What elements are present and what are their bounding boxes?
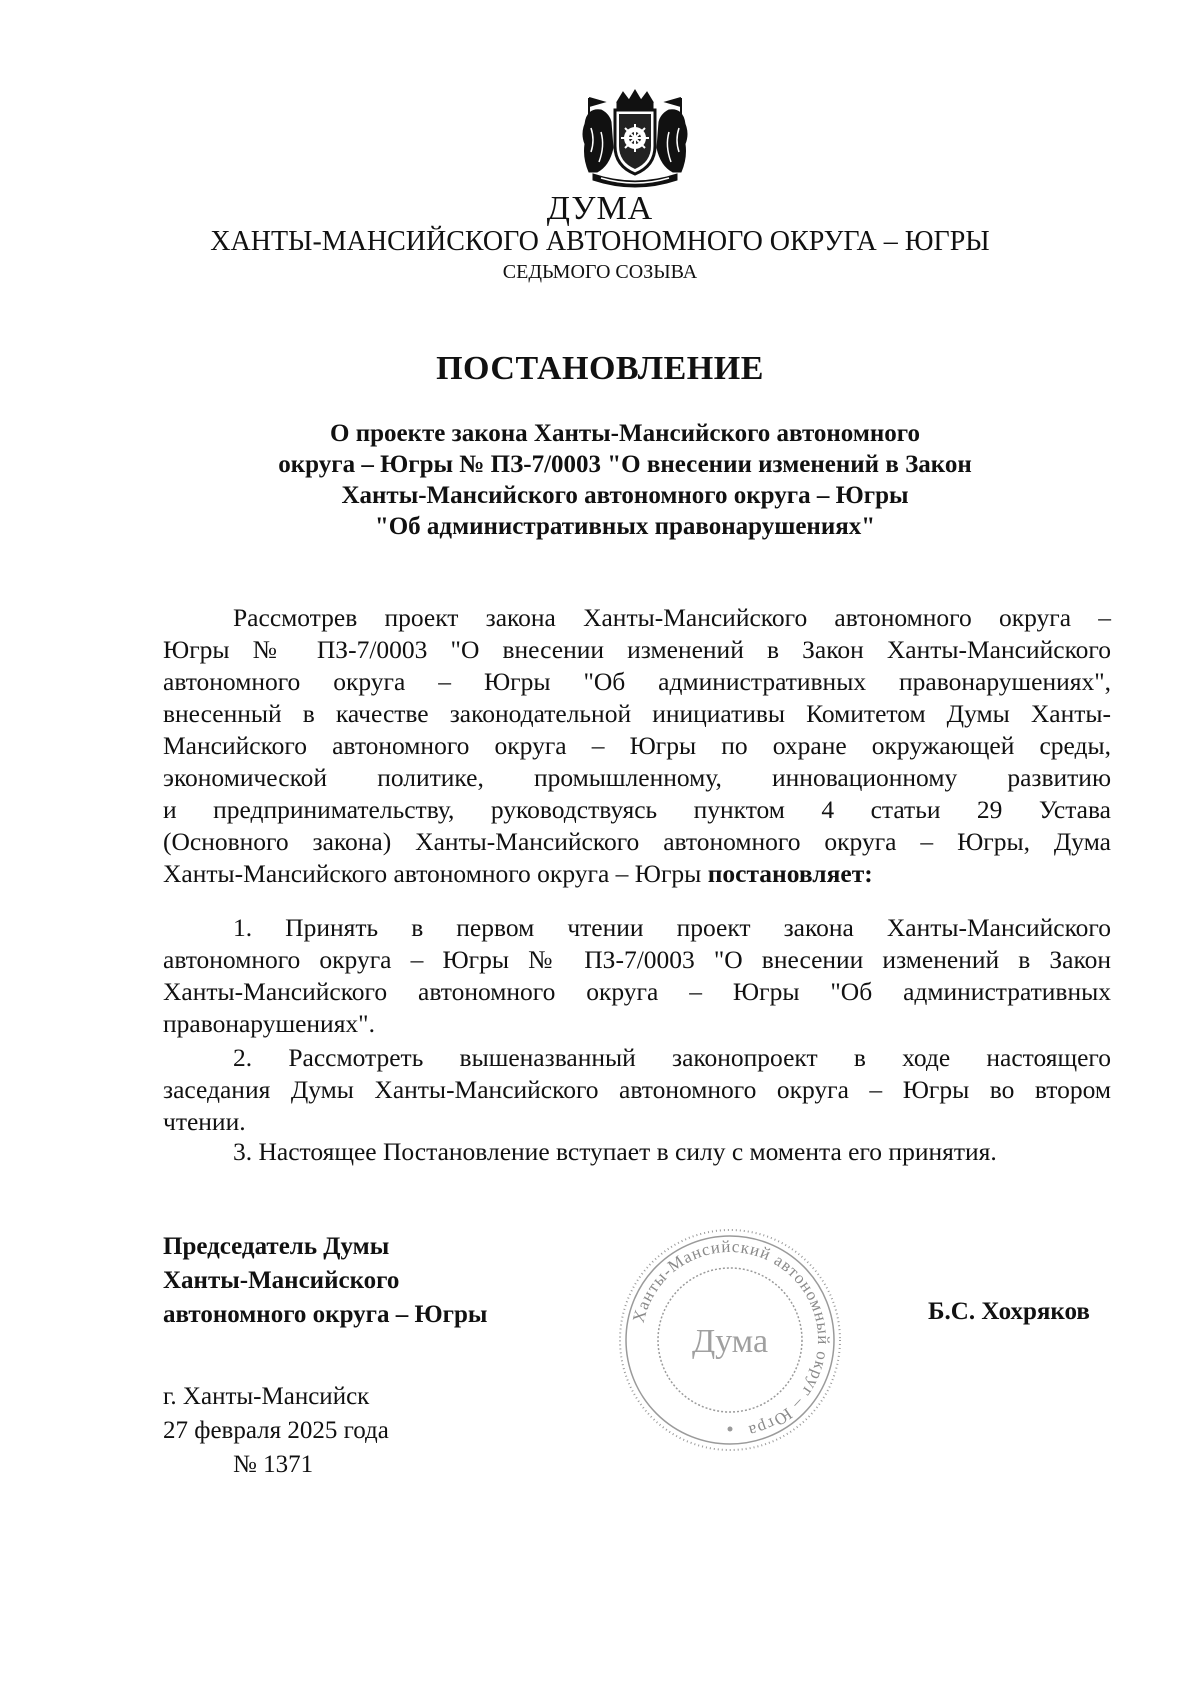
position-line: Председатель Думы: [163, 1233, 390, 1260]
position-line: автономного округа – Югры: [163, 1301, 488, 1328]
item-line: автономного округа – Югры № ПЗ-7/0003 "О внесении изменений в Закон: [163, 945, 1111, 974]
subject-line: Ханты-Мансийского автономного округа – Югры: [341, 482, 909, 509]
document-subject: [230, 418, 1020, 542]
item-line: 2. Рассмотреть вышеназванный законопроект в ходе настоящего: [233, 1043, 1111, 1072]
seal-center-text: Дума: [691, 1323, 769, 1360]
preamble-line: внесенный в качестве законодательной инициативы Комитетом Думы Ханты-: [163, 699, 1111, 728]
item-2: [163, 1042, 1111, 1138]
item-line: правонарушениях".: [163, 1009, 375, 1038]
convocation-heading: СЕДЬМОГО СОЗЫВА: [502, 261, 698, 283]
date: 27 февраля 2025 года: [163, 1417, 389, 1444]
preamble-line-text: Ханты-Мансийского автономного округа – Югры: [163, 859, 708, 888]
region-heading: ХАНТЫ-МАНСИЙСКОГО АВТОНОМНОГО ОКРУГА – ЮГРЫ: [210, 226, 990, 257]
coat-of-arms-icon: [579, 88, 691, 192]
document-number: № 1371: [233, 1451, 314, 1478]
item-1: [163, 912, 1111, 1040]
preamble-paragraph: [163, 602, 1111, 890]
document-type-title: ПОСТАНОВЛЕНИЕ: [436, 350, 764, 387]
preamble-last-line: [163, 858, 1111, 890]
preamble-line: автономного округа – Югры "Об административных правонарушениях",: [163, 667, 1111, 696]
subject-line: "Об административных правонарушениях": [374, 513, 876, 540]
preamble-line: Рассмотрев проект закона Ханты-Мансийского автономного округа –: [233, 603, 1111, 632]
item-line: Ханты-Мансийского автономного округа – Югры "Об административных: [163, 977, 1111, 1006]
subject-line: О проекте закона Ханты-Мансийского автономного: [330, 420, 920, 447]
item-line: чтении.: [163, 1107, 246, 1136]
preamble-line: Мансийского автономного округа – Югры по охране окружающей среды,: [163, 731, 1111, 760]
signatory-name: Б.С. Хохряков: [928, 1298, 1090, 1325]
signatory-position: [163, 1230, 487, 1332]
position-line: Ханты-Мансийского: [163, 1267, 400, 1294]
item-line: 3. Настоящее Постановление вступает в силу с момента его принятия.: [233, 1137, 997, 1166]
subject-line: округа – Югры № ПЗ-7/0003 "О внесении изменений в Закон: [278, 451, 972, 478]
resolves-word: постановляет:: [707, 859, 873, 888]
item-line: 1. Принять в первом чтении проект закона Ханты-Мансийского: [233, 913, 1111, 942]
official-seal-stamp: [615, 1225, 845, 1455]
seal-ring-text: Ханты-Мансийский автономный округ – Югра: [628, 1236, 834, 1441]
preamble-line: Югры № ПЗ-7/0003 "О внесении изменений в Закон Ханты-Мансийского: [163, 635, 1111, 664]
city: г. Ханты-Мансийск: [163, 1383, 370, 1410]
preamble-line: (Основного закона) Ханты-Мансийского автономного округа – Югры, Дума: [163, 827, 1111, 856]
item-line: заседания Думы Ханты-Мансийского автономного округа – Югры во втором: [163, 1075, 1111, 1104]
preamble-line: и предпринимательству, руководствуясь пунктом 4 статьи 29 Устава: [163, 795, 1111, 824]
duma-heading: ДУМА: [546, 190, 654, 227]
place-and-date: [163, 1380, 389, 1482]
item-3: [163, 1136, 1111, 1168]
preamble-line: экономической политике, промышленному, инновационному развитию: [163, 763, 1111, 792]
